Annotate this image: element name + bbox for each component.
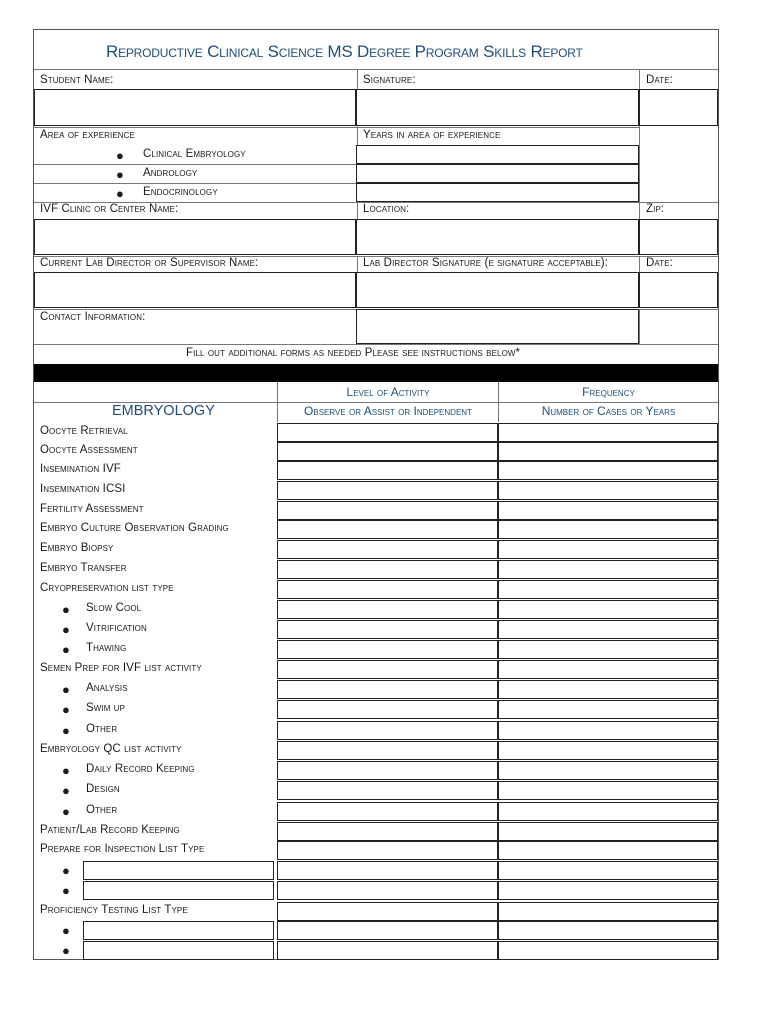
frequency-field[interactable]: [498, 761, 718, 780]
frequency-field[interactable]: [498, 861, 718, 880]
frequency-field[interactable]: [498, 580, 718, 599]
frequency-field[interactable]: [498, 600, 718, 619]
skill-label: Oocyte Retrieval: [40, 425, 128, 437]
lab-director-signature-label: Lab Director Signature (e signature acceptable):: [363, 257, 608, 269]
bullet-icon: ●: [62, 883, 70, 898]
level-of-activity-field[interactable]: [277, 761, 498, 780]
bullet-icon: ●: [62, 863, 70, 878]
frequency-subheader: Number of Cases or Years: [541, 404, 676, 418]
frequency-field[interactable]: [498, 921, 718, 940]
years-andrology-field[interactable]: [356, 164, 639, 183]
frequency-field[interactable]: [498, 640, 718, 659]
frequency-field[interactable]: [498, 423, 718, 442]
level-of-activity-field[interactable]: [277, 580, 498, 599]
level-of-activity-field[interactable]: [277, 423, 498, 442]
skill-label: Design: [86, 783, 120, 795]
frequency-field[interactable]: [498, 501, 718, 520]
date2-field[interactable]: [639, 272, 718, 308]
level-of-activity-field[interactable]: [277, 822, 498, 841]
frequency-field[interactable]: [498, 802, 718, 821]
frequency-field[interactable]: [498, 781, 718, 800]
skill-label: Insemination IVF: [40, 463, 121, 475]
zip-field[interactable]: [639, 219, 718, 255]
level-of-activity-field[interactable]: [277, 501, 498, 520]
level-of-activity-field[interactable]: [277, 861, 498, 880]
frequency-field[interactable]: [498, 660, 718, 679]
signature-field[interactable]: [356, 89, 639, 126]
skill-label: Swim up: [86, 702, 126, 714]
skill-label: Embryo Biopsy: [40, 542, 114, 554]
bullet-icon: ●: [62, 923, 70, 938]
divider: [34, 344, 718, 345]
frequency-field[interactable]: [498, 560, 718, 579]
list-type-input[interactable]: [83, 921, 274, 940]
divider: [639, 256, 640, 273]
bullet-icon: ●: [116, 167, 124, 182]
location-field[interactable]: [356, 219, 639, 255]
frequency-field[interactable]: [498, 540, 718, 559]
skill-label: Other: [86, 723, 118, 735]
contact-information-label: Contact Information:: [40, 311, 146, 323]
years-endocrinology-field[interactable]: [356, 183, 639, 202]
skill-label: Patient/Lab Record Keeping: [40, 824, 180, 836]
divider: [357, 202, 358, 220]
bullet-icon: ●: [62, 682, 70, 697]
skill-label: Vitrification: [86, 622, 147, 634]
bullet-icon: ●: [62, 763, 70, 778]
frequency-field[interactable]: [498, 721, 718, 740]
level-of-activity-field[interactable]: [277, 540, 498, 559]
skill-label: Embryo Transfer: [40, 562, 127, 574]
ivf-clinic-label: IVF Clinic or Center Name:: [40, 203, 179, 215]
student-name-field[interactable]: [34, 89, 356, 126]
level-of-activity-field[interactable]: [277, 700, 498, 719]
skill-label: Embryo Culture Observation Grading: [40, 522, 229, 534]
frequency-field[interactable]: [498, 620, 718, 639]
frequency-field[interactable]: [498, 741, 718, 760]
frequency-field[interactable]: [498, 941, 718, 960]
form-title: Reproductive Clinical Science MS Degree Program Skills Report: [106, 42, 583, 61]
divider: [639, 309, 640, 344]
level-of-activity-field[interactable]: [277, 481, 498, 500]
frequency-header: Frequency: [582, 385, 635, 399]
frequency-field[interactable]: [498, 461, 718, 480]
level-of-activity-field[interactable]: [277, 841, 498, 860]
frequency-field[interactable]: [498, 700, 718, 719]
divider: [357, 256, 358, 273]
skill-label: Prepare for Inspection List Type: [40, 843, 205, 855]
divider: [34, 127, 639, 128]
skill-label: Thawing: [86, 642, 127, 654]
level-of-activity-subheader: Observe or Assist or Independent: [304, 404, 472, 418]
divider: [34, 69, 718, 70]
years-in-area-label: Years in area of experience: [363, 129, 501, 141]
level-of-activity-field[interactable]: [277, 941, 498, 960]
level-of-activity-field[interactable]: [277, 881, 498, 900]
area-of-experience-label: Area of experience: [40, 129, 135, 141]
date-label: Date:: [646, 74, 673, 86]
bullet-icon: ●: [62, 602, 70, 617]
frequency-field[interactable]: [498, 680, 718, 699]
skill-label: Oocyte Assessment: [40, 444, 138, 456]
section-title: EMBRYOLOGY: [112, 403, 215, 419]
ivf-clinic-field[interactable]: [34, 219, 356, 255]
bullet-icon: ●: [116, 148, 124, 163]
bullet-icon: ●: [62, 723, 70, 738]
list-type-input[interactable]: [83, 861, 274, 880]
level-of-activity-field[interactable]: [277, 560, 498, 579]
list-type-input[interactable]: [83, 941, 274, 960]
list-type-input[interactable]: [83, 881, 274, 900]
frequency-field[interactable]: [498, 442, 718, 461]
level-of-activity-field[interactable]: [277, 802, 498, 821]
area-item: Clinical Embryology: [143, 148, 246, 160]
level-of-activity-field[interactable]: [277, 680, 498, 699]
level-of-activity-field[interactable]: [277, 660, 498, 679]
bullet-icon: ●: [116, 186, 124, 201]
level-of-activity-field[interactable]: [277, 461, 498, 480]
skill-label: Other: [86, 804, 118, 816]
divider: [34, 402, 718, 403]
zip-label: Zip:: [646, 203, 665, 215]
student-name-label: Student Name:: [40, 74, 114, 86]
lab-director-signature-field[interactable]: [356, 272, 639, 308]
divider: [639, 202, 640, 220]
instructions-note: Fill out additional forms as needed Please see instructions below*: [186, 347, 521, 359]
level-of-activity-field[interactable]: [277, 902, 498, 921]
skill-label: Fertility Assessment: [40, 503, 144, 515]
level-of-activity-field[interactable]: [277, 620, 498, 639]
lab-director-name-field[interactable]: [34, 272, 356, 308]
frequency-field[interactable]: [498, 902, 718, 921]
bullet-icon: ●: [62, 622, 70, 637]
level-of-activity-field[interactable]: [277, 921, 498, 940]
skill-label: Embryology QC list activity: [40, 743, 182, 755]
skill-label: Proficiency Testing List Type: [40, 904, 188, 916]
skill-label: Slow Cool: [86, 602, 142, 614]
bullet-icon: ●: [62, 783, 70, 798]
frequency-field[interactable]: [498, 481, 718, 500]
level-of-activity-header: Level of Activity: [346, 385, 430, 399]
date-field[interactable]: [639, 89, 718, 126]
skill-label: Insemination ICSI: [40, 483, 126, 495]
skill-label: Semen Prep for IVF list activity: [40, 662, 202, 674]
frequency-field[interactable]: [498, 520, 718, 539]
bullet-icon: ●: [62, 943, 70, 958]
frequency-field[interactable]: [498, 822, 718, 841]
level-of-activity-field[interactable]: [277, 721, 498, 740]
level-of-activity-field[interactable]: [277, 442, 498, 461]
divider: [34, 183, 356, 184]
level-of-activity-field[interactable]: [277, 741, 498, 760]
years-clinical-embryology-field[interactable]: [356, 145, 639, 164]
signature-label: Signature:: [363, 74, 416, 86]
divider: [34, 164, 356, 165]
skill-label: Cryopreservation list type: [40, 582, 174, 594]
divider: [639, 127, 640, 202]
level-of-activity-field[interactable]: [277, 600, 498, 619]
bullet-icon: ●: [62, 804, 70, 819]
skill-label: Analysis: [86, 682, 128, 694]
date2-label: Date:: [646, 257, 673, 269]
bullet-icon: ●: [62, 702, 70, 717]
level-of-activity-field[interactable]: [277, 640, 498, 659]
frequency-field[interactable]: [498, 841, 718, 860]
bullet-icon: ●: [62, 642, 70, 657]
skill-label: Daily Record Keeping: [86, 763, 195, 775]
level-of-activity-field[interactable]: [277, 781, 498, 800]
section-separator-bar: [34, 364, 718, 382]
area-item: Andrology: [143, 167, 198, 179]
area-item: Endocrinology: [143, 186, 218, 198]
frequency-field[interactable]: [498, 881, 718, 900]
contact-information-field[interactable]: [356, 309, 639, 344]
lab-director-name-label: Current Lab Director or Supervisor Name:: [40, 257, 259, 269]
location-label: Location:: [363, 203, 410, 215]
level-of-activity-field[interactable]: [277, 520, 498, 539]
